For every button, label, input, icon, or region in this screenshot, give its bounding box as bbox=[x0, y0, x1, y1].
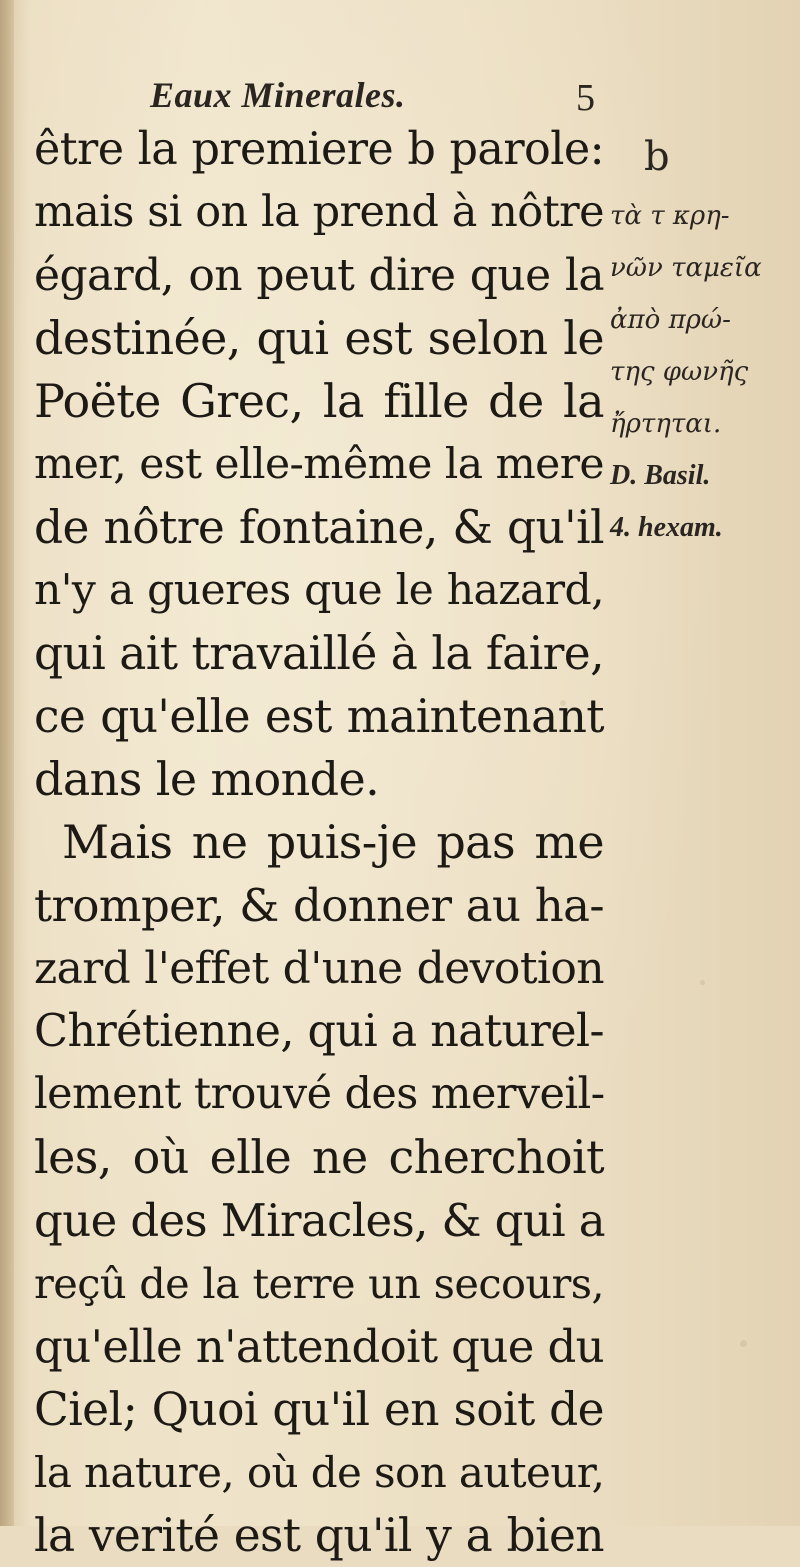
paper-spot bbox=[700, 980, 705, 985]
text-line: la verité est qu'il y a bien bbox=[34, 1509, 604, 1562]
text-line: destinée, qui est selon le bbox=[34, 311, 604, 365]
text-line: lement trouvé des merveil- bbox=[34, 1069, 605, 1119]
body-text bbox=[34, 118, 604, 1567]
text-line: Chrétienne, qui a naturel- bbox=[34, 1006, 604, 1057]
paper-spot bbox=[740, 1340, 747, 1347]
text-line: de nôtre fontaine, & qu'il bbox=[34, 501, 604, 554]
margin-note-reference: D. Basil. bbox=[610, 460, 711, 491]
text-line: qu'elle n'attendoit que du bbox=[34, 1320, 605, 1373]
text-line: mer, est elle-même la mere bbox=[34, 440, 604, 489]
text-line-paragraph-end: dans le monde. bbox=[34, 752, 380, 806]
text-line: les, où elle ne cherchoit bbox=[34, 1130, 604, 1184]
text-line: tromper, & donner au ha- bbox=[34, 879, 604, 932]
text-line: ce qu'elle est maintenant bbox=[34, 690, 604, 743]
text-line: n'y a gueres que le hazard, bbox=[34, 566, 604, 615]
text-line: que des Miracles, & qui a bbox=[34, 1194, 605, 1247]
text-line: la nature, où de son auteur, bbox=[34, 1448, 605, 1497]
running-head: Eaux Minerales. bbox=[150, 75, 406, 115]
margin-note-line: της φωνῆς bbox=[610, 357, 749, 387]
margin-note-line: ἤρτηται. bbox=[610, 409, 722, 439]
margin-note bbox=[610, 124, 796, 554]
page-gutter bbox=[0, 0, 14, 1526]
text-line: mais si on la prend à nôtre bbox=[34, 187, 604, 237]
page-number: 5 bbox=[576, 77, 595, 119]
text-line: zard l'effet d'une devotion bbox=[34, 943, 604, 994]
margin-note-line: τὰ τ κρη- bbox=[610, 201, 730, 231]
margin-note-line: ἀπὸ πρώ- bbox=[610, 305, 731, 335]
text-line-paragraph-start: Mais ne puis-je pas me bbox=[62, 815, 604, 869]
text-line: être la premiere b parole: bbox=[34, 124, 604, 175]
text-line: égard, on peut dire que la bbox=[34, 250, 604, 301]
text-line: Poëte Grec, la fille de la bbox=[34, 374, 604, 428]
margin-note-reference: 4. hexam. bbox=[610, 512, 723, 543]
footnote-marker: b bbox=[644, 134, 670, 180]
margin-note-line: νῶν ταμεῖα bbox=[610, 253, 762, 283]
text-line: qui ait travaillé à la faire, bbox=[34, 627, 604, 680]
text-line: reçû de la terre un secours, bbox=[34, 1259, 604, 1308]
text-line: Ciel; Quoi qu'il en soit de bbox=[34, 1383, 604, 1436]
